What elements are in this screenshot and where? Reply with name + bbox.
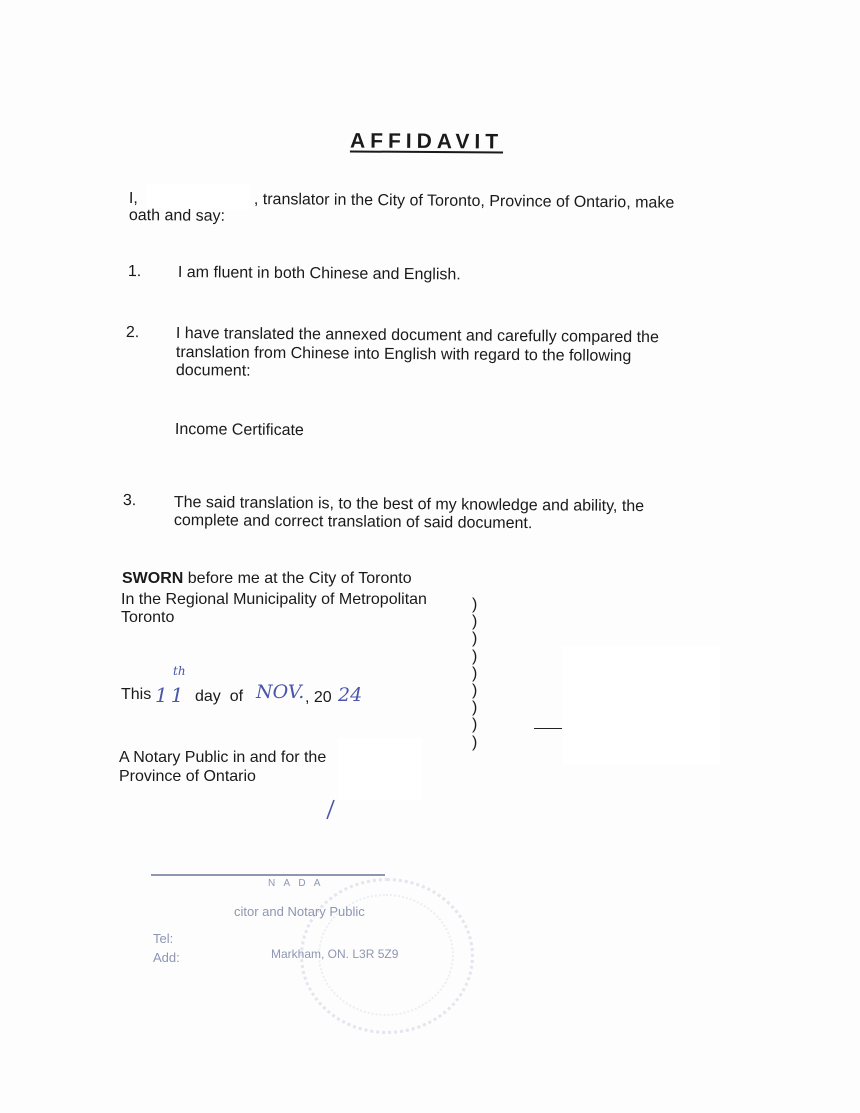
parenthesis: ) xyxy=(472,733,478,751)
item-2-line: I have translated the annexed document and carefully compared the xyxy=(175,325,659,347)
parenthesis: ) xyxy=(472,664,478,682)
document-name: Income Certificate xyxy=(174,421,304,440)
date-year-prefix: , 20 xyxy=(305,689,332,706)
notary-line-2: Province of Ontario xyxy=(119,768,256,785)
intro-text: , translator in the City of Toronto, Province of Ontario, make xyxy=(253,191,675,212)
item-number: 3. xyxy=(122,492,137,510)
handwritten-month: NOV. xyxy=(256,681,305,703)
handwritten-day: 11 xyxy=(155,683,187,707)
document-title: AFFIDAVIT xyxy=(349,129,504,154)
item-number: 2. xyxy=(125,324,140,342)
stamp-name-fragment: N A D A xyxy=(268,878,324,889)
parenthesis: ) xyxy=(472,647,478,665)
item-1-text: I am fluent in both Chinese and English. xyxy=(177,264,461,284)
parenthesis: ) xyxy=(472,716,478,734)
signature-line xyxy=(534,728,564,729)
item-2-line: document: xyxy=(175,362,251,380)
redacted-name xyxy=(146,184,250,210)
redacted-notary-signature xyxy=(338,738,422,800)
sworn-line-2: In the Regional Municipality of Metropolitan xyxy=(121,591,427,608)
date-day-of-label: day of xyxy=(195,688,244,705)
stamp-rule xyxy=(151,874,385,876)
item-3-line: The said translation is, to the best of my knowledge and ability, the xyxy=(173,494,645,516)
parenthesis: ) xyxy=(472,699,478,717)
sworn-line-1 xyxy=(122,570,412,587)
intro-i: I, xyxy=(128,190,138,208)
parenthesis: ) xyxy=(472,613,478,631)
handwritten-day-suffix: th xyxy=(173,664,186,678)
parentheses-column xyxy=(472,596,486,751)
sworn-line-3: Toronto xyxy=(121,609,175,626)
intro-line-2: oath and say: xyxy=(128,207,226,225)
handwritten-year: 24 xyxy=(338,684,363,706)
stamp-title-fragment: citor and Notary Public xyxy=(234,904,365,919)
stamp-addr-label: Add: xyxy=(153,950,180,965)
sworn-bold: SWORN xyxy=(122,570,184,587)
stamp-tel-label: Tel: xyxy=(153,931,174,946)
pen-stroke-mark xyxy=(322,798,338,822)
item-2-line: translation from Chinese into English with regard to the following xyxy=(175,344,632,365)
stamp-address-fragment: Markham, ON. L3R 5Z9 xyxy=(271,947,399,961)
date-this-label: This xyxy=(121,686,152,703)
redacted-signature xyxy=(562,646,720,764)
parenthesis: ) xyxy=(472,596,478,613)
item-3-line: complete and correct translation of said document. xyxy=(173,512,533,533)
item-number: 1. xyxy=(127,263,142,281)
parenthesis: ) xyxy=(472,682,478,700)
parenthesis: ) xyxy=(472,630,478,648)
notary-line-1: A Notary Public in and for the xyxy=(119,749,327,766)
sworn-rest: before me at the City of Toronto xyxy=(183,570,412,587)
